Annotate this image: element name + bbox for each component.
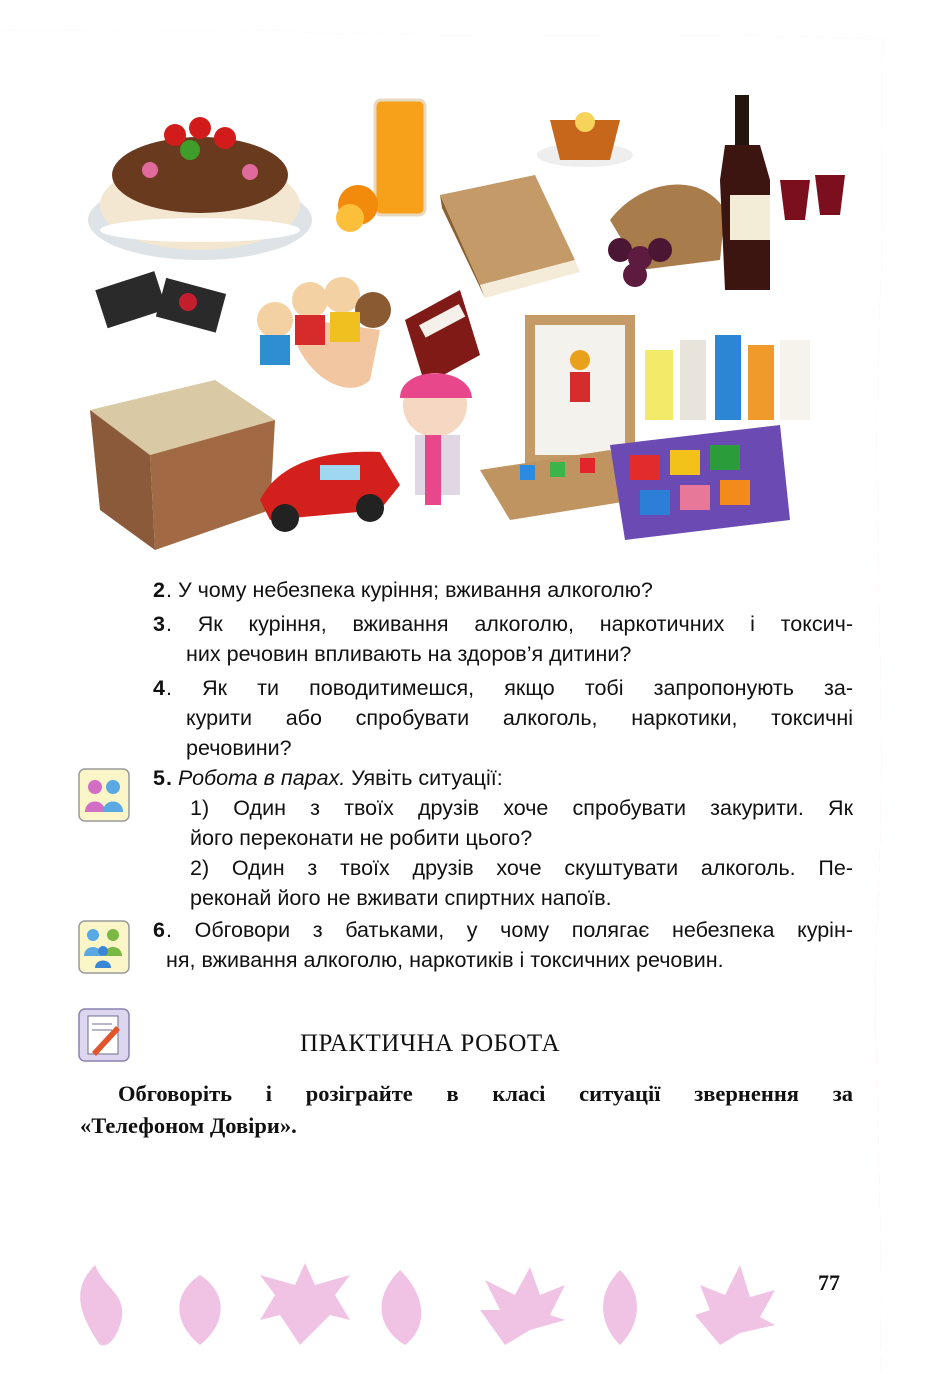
task-line: Обговоріть і розіграйте в класі ситуації звернення за: [118, 1081, 853, 1106]
wine-and-grapes-image: [608, 95, 845, 290]
question-text: Уявіть ситуації:: [345, 766, 503, 790]
doll-image: [400, 373, 472, 505]
decorative-leaves: [60, 1255, 820, 1355]
question-text-line: курити або спробувати алкоголь, наркотики, токсичні: [186, 706, 853, 730]
activity-type-label: Робота в парах.: [177, 766, 346, 790]
textbook-page: 2 . У чому небезпека куріння; вживання алкоголю? 3 . Як куріння, вживання алкоголю, наркотичних і токсич- них речовин впливають на здоров’я дитини? 4 . Як ти поводитимешся, якщо тобі запропонують за- курити або спробувати алкоголь, наркотики, токсичні речовини? 5 . Робота в парах. Уявіть ситуації: 1) Один з твоїх друзів хоче спробувати закурити. Як його переконати не робити цього? 2) Один з твоїх друзів хоче скуштувати алкоголь. Пе- реконай його не вживати спиртних напоїв. 6 . Обговори з батьками, у чому полягає небезпека курін- ня, вживання алкоголю, наркотиків і токсичних речовин. ПРАКТИЧНА РОБОТА Обговоріть і розіграйте в класі ситуації звернення за «Телефоном Довіри». 77: [0, 0, 930, 1374]
practical-work-icon: [78, 1008, 130, 1062]
pair-work-icon: [78, 768, 130, 822]
cigarette-pack-image: [405, 290, 480, 385]
puzzle-image: [610, 425, 790, 540]
practical-work-heading: ПРАКТИЧНА РОБОТА: [300, 1030, 561, 1057]
question-text-line: них речовин впливають на здоров’я дитини?: [186, 642, 632, 666]
question-text: . У чому небезпека куріння; вживання алкоголю?: [166, 578, 653, 602]
question-number: 2: [153, 578, 165, 602]
question-text-line: . Як ти поводитимешся, якщо тобі запропонують за-: [166, 676, 853, 700]
cake-image: [88, 117, 312, 260]
book-image: [440, 175, 580, 298]
situation-1-line: його переконати не робити цього?: [190, 826, 533, 850]
magnetic-board-image: [480, 315, 635, 520]
items-illustration: [80, 80, 860, 550]
juice-glass-image: [336, 100, 425, 232]
wooden-box-image: [90, 380, 275, 550]
matchboxes-image: [95, 271, 226, 333]
toy-car-image: [260, 452, 400, 532]
situation-2-line: реконай його не вживати спиртних напоїв.: [190, 886, 612, 910]
question-text-line: речовини?: [186, 736, 292, 760]
situation-2-line: 2) Один з твоїх друзів хоче скуштувати алкоголь. Пе-: [190, 856, 853, 880]
page-number: 77: [818, 1270, 840, 1295]
question-text-line: . Обговори з батьками, у чому полягає небезпека курін-: [166, 918, 853, 942]
tea-cup-image: [537, 112, 633, 167]
question-text-line: . Як куріння, вживання алкоголю, наркотичних і токсич-: [166, 612, 853, 636]
family-discussion-icon: [78, 920, 130, 974]
finger-puppets-image: [257, 277, 391, 388]
task-line: «Телефоном Довіри».: [80, 1113, 297, 1138]
question-number: 3: [153, 612, 165, 636]
question-number: 5: [153, 766, 165, 790]
practical-work-task: [80, 1078, 853, 1142]
situation-1-line: 1) Один з твоїх друзів хоче спробувати закурити. Як: [190, 796, 853, 820]
question-number: 4: [153, 676, 165, 700]
question-text-line: ня, вживання алкоголю, наркотиків і токсичних речовин.: [166, 948, 724, 972]
question-number: 6: [153, 918, 165, 942]
household-chemicals-image: [645, 335, 810, 420]
